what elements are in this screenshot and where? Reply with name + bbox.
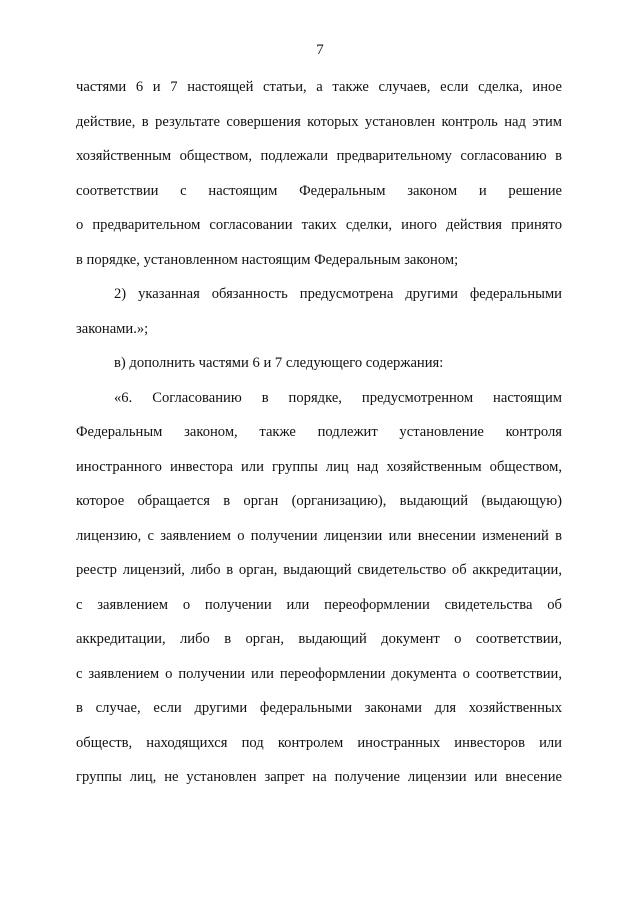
- text-line: в случае, если другими федеральными законами для хозяйственных: [76, 700, 562, 716]
- text-line: обществ, находящихся под контролем иностранных инвесторов или: [76, 734, 562, 751]
- text-line: частями 6 и 7 настоящей статьи, а также случаев, если сделка, иное: [76, 79, 562, 95]
- text-line: реестр лицензий, либо в орган, выдающий свидетельство об аккредитации,: [76, 562, 562, 578]
- text-line: с заявлением о получении или переоформлении документа о соответствии,: [76, 665, 562, 682]
- text-line: хозяйственным обществом, подлежали предварительному согласованию в: [76, 148, 562, 164]
- text-line: иностранного инвестора или группы лиц над хозяйственным обществом,: [76, 458, 562, 475]
- text-line: группы лиц, не установлен запрет на получение лицензии или внесение: [76, 769, 562, 785]
- text-line: в порядке, установленном настоящим Федеральным законом;: [76, 251, 459, 268]
- text-line: которое обращается в орган (организацию), выдающий (выдающую): [76, 493, 562, 509]
- document-body: [76, 70, 562, 795]
- text-line: действие, в результате совершения которых установлен контроль над этим: [76, 113, 562, 130]
- text-line: соответствии с настоящим Федеральным законом и решение: [76, 182, 562, 199]
- text-line: Федеральным законом, также подлежит установление контроля: [76, 424, 562, 440]
- page-number: 7: [316, 42, 324, 58]
- text-line: законами.»;: [76, 320, 149, 337]
- text-line: аккредитации, либо в орган, выдающий документ о соответствии,: [76, 631, 562, 647]
- text-line: в) дополнить частями 6 и 7 следующего содержания:: [114, 355, 444, 371]
- text-line: 2) указанная обязанность предусмотрена другими федеральными: [114, 286, 562, 302]
- text-line: с заявлением о получении или переоформлении свидетельства об: [76, 596, 562, 613]
- text-line: «6. Согласованию в порядке, предусмотренном настоящим: [114, 389, 562, 406]
- text-line: о предварительном согласовании таких сделки, иного действия принято: [76, 217, 562, 233]
- text-line: лицензию, с заявлением о получении лицензии или внесении изменений в: [76, 527, 562, 544]
